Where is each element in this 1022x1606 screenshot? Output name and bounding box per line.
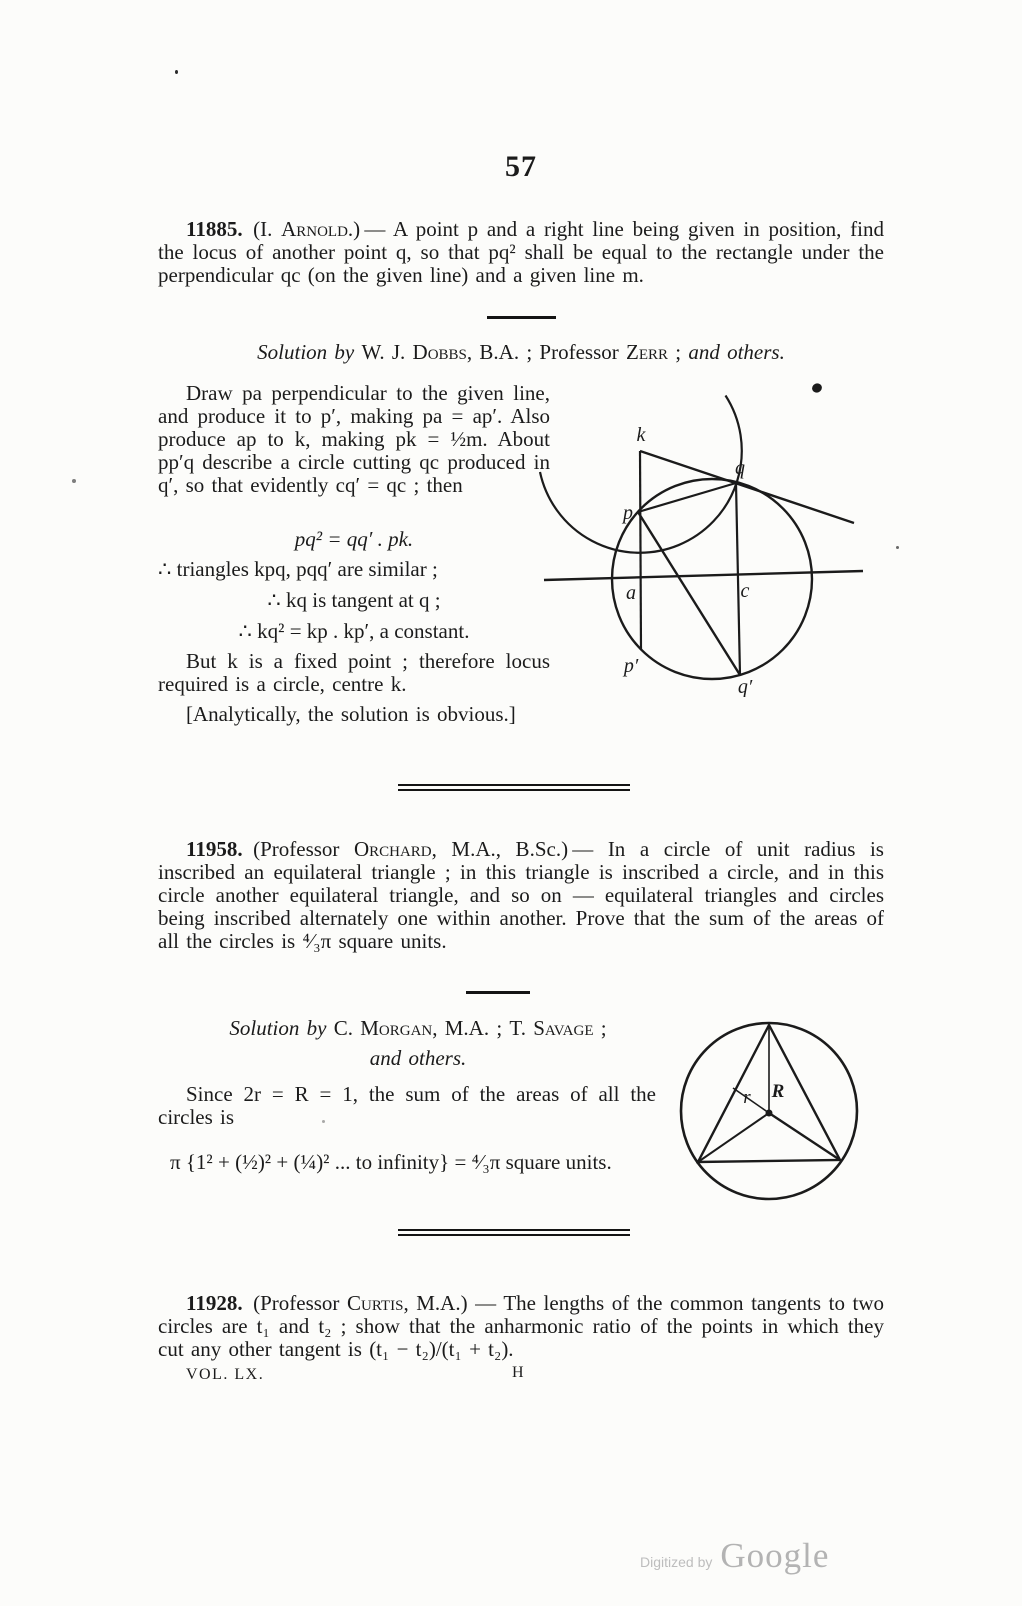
deduction-step: ∴ triangles kpq, pqq′ are similar ; (158, 557, 438, 581)
diagram-label-k: k (636, 424, 646, 446)
diagram-line-qq (736, 483, 740, 675)
diagram-label-p-prime: p′ (623, 655, 639, 677)
problem-11928-statement (158, 1292, 884, 1361)
diagram-inradius-r-line (733, 1088, 769, 1113)
volume-label: VOL. LX. (186, 1366, 265, 1383)
byline-suffix: and others. (369, 1046, 467, 1070)
diagram-label-p: p (623, 502, 633, 524)
watermark-prefix: Digitized by (640, 1554, 713, 1570)
problem-source-post: , M.A.) — (403, 1291, 504, 1315)
geometry-diagram-locus-circle (530, 362, 880, 697)
solver-name: Zerr (626, 340, 668, 364)
deduction-step: ∴ kq is tangent at q ; (267, 588, 441, 612)
signature-mark: H (512, 1364, 526, 1381)
diagram-perpendicular-line (640, 451, 641, 650)
problem-author: Arnold (281, 217, 348, 241)
solver-name: T. Savage (509, 1016, 594, 1040)
solver-name: C. Morgan (333, 1016, 433, 1040)
geometry-diagram-inscribed-triangle (676, 1018, 866, 1208)
ink-speck (72, 479, 76, 483)
problem-source-post: .) — (347, 217, 393, 241)
problem-text: In a circle of unit radius is inscribed an equilateral triangle ; in this triangle is inscribed a circle, and in this circle another equilateral triangle, and so on — equilateral triangles and circles being inscribed alternately one within another. Prove that the sum of the areas of all the circles is ⁴⁄₃π square units. (158, 837, 884, 953)
section-rule (487, 316, 556, 319)
deduction-step: ∴ kq² = kp . kp′, a constant. (238, 619, 470, 643)
byline-mid: , B.A. ; Professor (466, 340, 626, 364)
solution-remark: [Analytically, the solution is obvious.] (186, 702, 516, 726)
diagram-label-q-prime: q′ (737, 676, 753, 697)
problem-author: Orchard (353, 837, 432, 861)
diagram-label-c: c (740, 580, 750, 602)
diagram-radius-line (769, 1113, 840, 1160)
ink-speck (175, 70, 178, 74)
problem-source-pre: (I. (242, 217, 282, 241)
byline-prefix: Solution by (229, 1016, 334, 1040)
google-logo: Google (720, 1536, 830, 1575)
problem-11885-statement (158, 218, 884, 287)
equation: pq² = qq′ . pk. (294, 527, 414, 551)
byline-post: ; (668, 340, 689, 364)
diagram-radius-line (698, 1113, 769, 1162)
problem-author: Curtis (346, 1291, 404, 1315)
equation: π {1² + (½)² + (¼)² ... to infinity} = ⁴⁄₃π square units. (170, 1150, 612, 1174)
problem-number: 11885. (186, 217, 243, 241)
byline-suffix: and others. (688, 340, 785, 364)
byline-mid: , M.A. ; (432, 1016, 510, 1040)
byline-prefix: Solution by (257, 340, 362, 364)
diagram-given-line (544, 571, 863, 580)
diagram-label-a: a (626, 582, 636, 604)
ink-speck (322, 1120, 325, 1123)
diagram-line-pq-prime (638, 512, 740, 675)
page-number: 57 (505, 150, 537, 183)
diagram-centre-dot (766, 1110, 773, 1117)
digitization-watermark (640, 1536, 900, 1576)
solution-paragraph: Since 2r = R = 1, the sum of the areas of all the circles is (158, 1082, 656, 1129)
problem-source-pre: (Professor (242, 837, 354, 861)
solution-byline-11958 (158, 1016, 678, 1041)
ink-blob (811, 382, 824, 394)
section-rule (466, 991, 530, 994)
solver-name: W. J. Dobbs (361, 340, 467, 364)
diagram-label-q: q (735, 457, 745, 479)
section-divider (398, 784, 630, 791)
diagram-label-r: r (743, 1087, 751, 1108)
solution-paragraph: Draw pa perpendicular to the given line, and produce it to p′, making pa = ap′. Also produce ap to k, making pk = ½m. About pp′q describe a circle cutting qc produced in q′, so that evidently cq′ = qc ; then (158, 381, 550, 497)
problem-text: The lengths of the common tangents to two circles are t₁ and t₂ ; show that the anharmonic ratio of the points in which they cut any other tangent is (t₁ − t₂)/(t₁ + t₂). (158, 1291, 885, 1361)
problem-number: 11958. (186, 837, 243, 861)
solution-paragraph: But k is a fixed point ; therefore locus required is a circle, centre k. (158, 649, 550, 696)
problem-source-post: , M.A., B.Sc.) — (431, 837, 608, 861)
section-divider (398, 1229, 630, 1236)
byline-post: ; (593, 1016, 607, 1040)
ink-speck (896, 546, 899, 549)
problem-source-pre: (Professor (242, 1291, 347, 1315)
problem-11958-statement (158, 838, 884, 953)
problem-number: 11928. (186, 1291, 243, 1315)
problem-text: A point p and a right line being given in position, find the locus of another point q, so that pq² shall be equal to the rectangle under the perpendicular qc (on the given line) and a given line m. (158, 217, 884, 287)
diagram-label-R: R (771, 1081, 785, 1102)
